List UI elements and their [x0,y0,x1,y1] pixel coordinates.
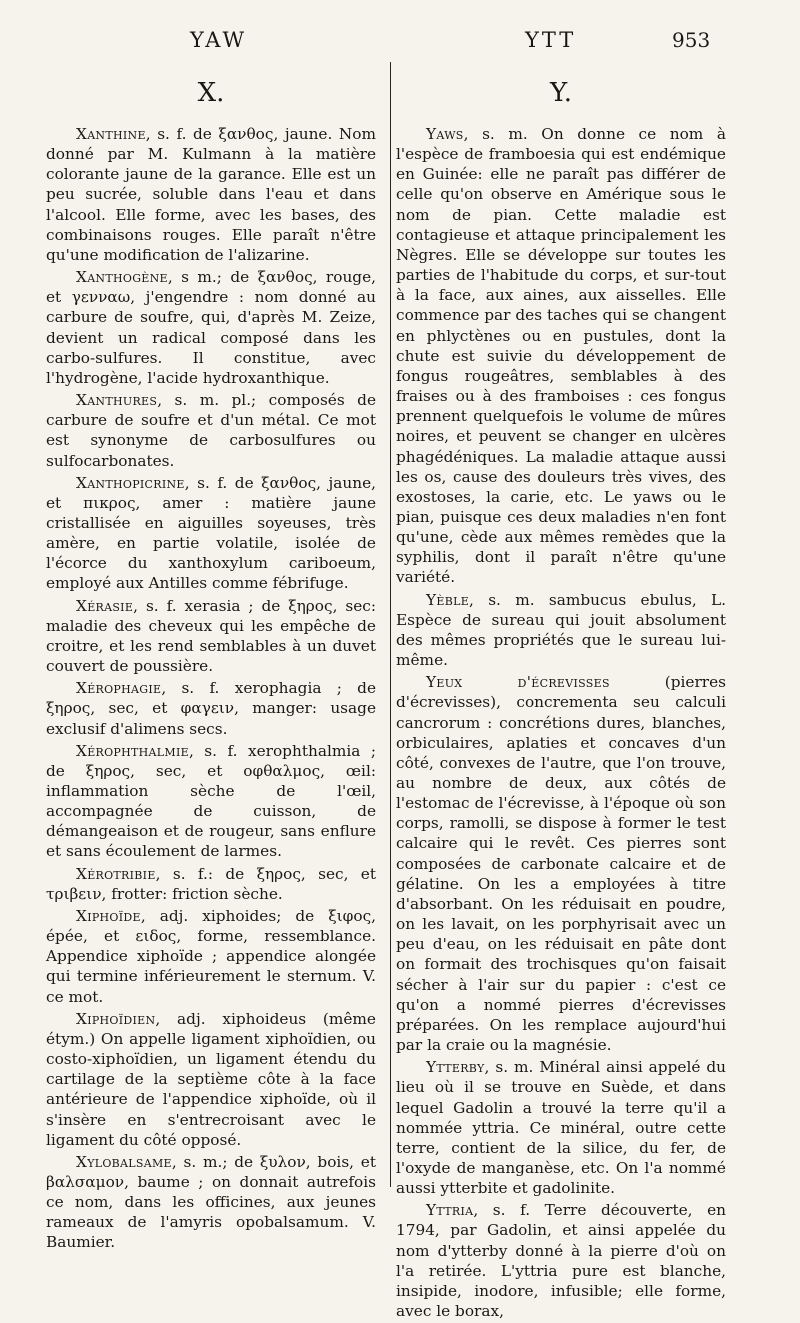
dictionary-entry [46,1152,376,1253]
entry-text: , adj. xiphoideus (même étym.) On appelle ligament xiphoïdien, ou costo-xiphoïdien, un ligament étendu du cartilage de la septième côte à la face antérieure de l'appendice xiphoïde, où il s'insère en s'entrecroisant avec le ligament du côté opposé. [46,1009,376,1149]
entry-text: , s. m. Minéral ainsi appelé du lieu où il se trouve en Suède, et dans lequel Gadolin a trouvé la terre qu'il a nommée yttria. Ce minéral, outre cette terre, contient de la silice, du fer, de l'oxyde de manganèse, etc. On l'a nommé aussi ytterbite et gadolinite. [396,1058,726,1198]
dictionary-entry [396,590,726,671]
entry-text: , s. f. xerasia ; de ξηρος, sec: maladie des cheveux qui les empêche de croitre, et les rend semblables à un duvet couvert de poussière. [46,596,376,676]
entry-headword: Yttria [426,1201,474,1220]
entry-text: , s. m. On donne ce nom à l'espèce de framboesia qui est endémique en Guinée: elle ne paraît pas différer de celle qu'on observe en Amérique sous le nom de pian. Cette maladie est contagieuse et attaque principalement les Nègres. Elle se développe sur toutes les parties de l'habitude du corps, et sur-tout à la face, aux aines, aux aisselles. Elle commence par des taches qui se changent en phlyctènes ou en pustules, dont la chute est suivie du développement de fongus rougeâtres, semblables à des fraises ou à des framboises : ces fongus prennent quelquefois le volume de mûres noires, et peuvent se changer en ulcères phagédéniques. La maladie attaque aussi les os, cause des douleurs très vives, des exostoses, la carie, etc. Le yaws ou le pian, puisque ces deux maladies n'en font qu'une, cède aux mêmes remèdes que la syphilis, dont il paraît n'être qu'une variété. [396,125,726,587]
running-head [0,28,800,58]
entry-text: , s. f. Terre découverte, en 1794, par Gadolin, et ainsi appelée du nom d'ytterby donné à la pierre d'où on l'a retirée. L'yttria pure est blanche, insipide, inodore, infusible; elle forme, avec le borax, [396,1201,726,1321]
entry-headword: Xanthures [76,391,158,410]
left-column [46,78,376,1255]
entry-headword: Xérophthalmie [76,741,189,760]
dictionary-entry [46,124,376,265]
dictionary-entry [396,1057,726,1198]
entry-headword: Yèble [426,590,470,609]
right-column [396,78,726,1323]
right-entries [396,124,726,1321]
page-number: 953 [672,28,711,52]
dictionary-entry [396,1200,726,1321]
entry-text: , s. f. de ξανθος, jaune, et πικρος, amer : matière jaune cristallisée en aiguilles soyeuses, très amère, en partie volatile, isolée de l'écorce du xanthoxylum cariboeum, employé aux Antilles comme fébrifuge. [46,473,376,593]
entry-headword: Xérophagie [76,679,162,698]
entry-headword: Xérotribie [76,864,156,883]
entry-headword: Yeux d'écrevisses [426,673,610,692]
entry-headword: Yaws [426,125,464,143]
dictionary-entry [46,906,376,1007]
dictionary-entry [46,864,376,904]
dictionary-entry [396,124,726,588]
entry-text: , s. f. xerophthalmia ; de ξηρος, sec, et οφθαλμος, œil: inflammation sèche de l'œil, accompagnée de cuisson, de démangeaison et de rougeur, sans enflure et sans écoulement de larmes. [46,741,376,861]
left-entries [46,124,376,1253]
entry-headword: Xérasie [76,596,134,615]
entry-headword: Xanthine [76,125,146,143]
entry-text: , adj. xiphoides; de ξιφος, épée, et ειδος, forme, ressemblance. Appendice xiphoïde ; appendice alongée qui termine inférieurement le sternum. V. ce mot. [46,906,376,1006]
dictionary-entry [46,473,376,594]
dictionary-entry [46,267,376,388]
entry-text: , s. f. xerophagia ; de ξηρος, sec, et φαγειν, manger: usage exclusif d'alimens secs. [46,679,376,738]
dictionary-entry [46,596,376,677]
running-head-right: YTT [525,28,577,52]
entry-headword: Ytterby [426,1058,485,1077]
section-letter-x: X. [197,78,225,108]
entry-headword: Xiphoïde [76,906,141,925]
entry-headword: Xiphoïdien [76,1009,156,1028]
dictionary-entry [396,672,726,1055]
entry-text: (pierres d'écrevisses), concrementa seu calculi cancrorum : concrétions dures, blanches, orbiculaires, aplaties et concaves d'un côté, convexes de l'autre, que l'on trouve, au nombre de deux, aux côtés de l'estomac de l'écrevisse, à l'époque où son corps, ramolli, se dispose à former le test calcaire qui le revêt. Ces pierres sont composées de carbonate calcaire et de gélatine. On les a employées à titre d'absorbant. On les réduisait en poudre, on les lavait, on les porphyrisait avec un peu d'eau, on les réduisait en pâte dont on formait des trochisques qu'on faisait sécher à l'air sur du papier : c'est ce qu'on a nommé pierres d'écrevisses préparées. On les remplace aujourd'hui par la craie ou la magnésie. [396,673,726,1055]
entry-headword: Xylobalsame [76,1152,172,1171]
entry-text: , s. m.; de ξυλον, bois, et βαλσαμον, baume ; on donnait autrefois ce nom, dans les officines, aux jeunes rameaux de l'amyris opobalsamum. V. Baumier. [46,1152,376,1252]
entry-text: , s. f.: de ξηρος, sec, et τριβειν, frotter: friction sèche. [46,864,376,903]
running-head-left: YAW [190,28,248,52]
dictionary-entry [46,741,376,862]
dictionary-entry [46,1009,376,1150]
column-divider [390,62,391,1187]
dictionary-entry [46,678,376,738]
entry-text: , s. f. de ξανθος, jaune. Nom donné par M. Kulmann à la matière colorante jaune de la garance. Elle est un peu sucrée, soluble dans l'eau et dans l'alcool. Elle forme, avec les bases, des combinaisons rouges. Elle paraît n'être qu'une modification de l'alizarine. [46,125,376,264]
entry-text: , s m.; de ξανθος, rouge, et γενναω, j'engendre : nom donné au carbure de soufre, qui, d'après M. Zeize, devient un radical composé dans les carbo-sulfures. Il constitue, avec l'hydrogène, l'acide hydroxanthique. [46,268,376,387]
dictionary-entry [46,390,376,471]
entry-headword: Xanthopicrine [76,473,185,492]
section-letter-y: Y. [549,78,573,108]
entry-text: , s. m. sambucus ebulus, L. Espèce de sureau qui jouit absolument des mêmes propriétés que le sureau lui-même. [396,590,726,670]
entry-text: , s. m. pl.; composés de carbure de soufre et d'un métal. Ce mot est synonyme de carbosulfures ou sulfocarbonates. [46,391,376,470]
entry-headword: Xanthogène [76,268,168,287]
